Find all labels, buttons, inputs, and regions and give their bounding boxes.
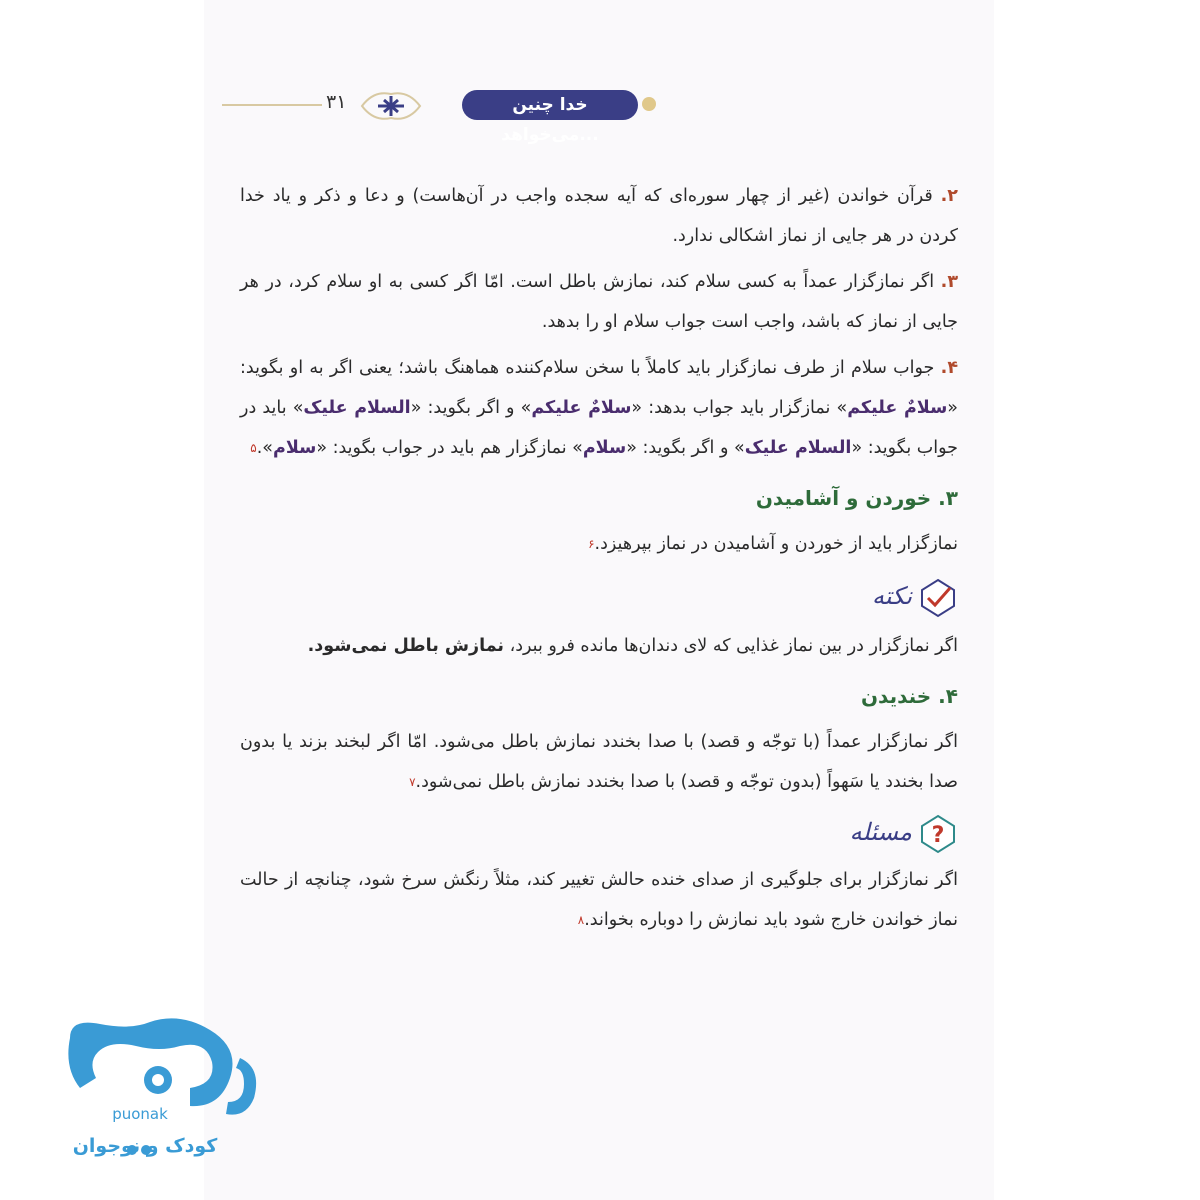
page-header — [222, 86, 982, 145]
list-item — [240, 176, 958, 256]
item-number: ۴. — [940, 358, 958, 378]
footnote-marker: ۵ — [250, 441, 257, 455]
issue-text: اگر نمازگزار برای جلوگیری از صدای خنده حالش تغییر کند، مثلاً رنگش سرخ شود، چنانچه از حالت نماز خواندن خارج شود باید نمازش را دوباره بخواند. — [240, 870, 958, 930]
ornament-icon — [354, 86, 428, 126]
note-paragraph — [240, 626, 958, 666]
item-text: » نمازگزار باید جواب بدهد: « — [631, 398, 848, 418]
item-number: ۳. — [940, 272, 958, 292]
list-item — [240, 262, 958, 342]
page-number: ۳۱ — [326, 91, 347, 113]
footnote-marker: ۶ — [588, 537, 595, 551]
running-title: خدا چنین می‌خواهد... — [462, 90, 638, 120]
page-content — [240, 176, 958, 946]
note-bold-text: نمازش باطل نمی‌شود. — [307, 636, 505, 656]
section-heading: ۴. خندیدن — [860, 684, 958, 708]
item-text: قرآن خواندن (غیر از چهار سوره‌ای که آیه سجده واجب در آن‌هاست) و دعا و ذکر و یاد خدا کردن در هر جایی از نماز اشکالی ندارد. — [240, 186, 958, 246]
header-dot — [642, 97, 656, 111]
header-rule — [222, 104, 322, 106]
item-text: » و اگر بگوید: « — [626, 438, 745, 458]
item-text: » باید در جواب بگوید: « — [240, 398, 958, 458]
question-icon — [918, 814, 958, 854]
puonak-logo-icon — [40, 1018, 270, 1188]
item-number: ۲. — [940, 186, 958, 206]
footnote-marker: ۸ — [577, 913, 585, 927]
item-text: » و اگر بگوید: « — [410, 398, 532, 418]
paragraph — [240, 722, 958, 802]
keyword: السلام علیک — [303, 398, 411, 418]
item-text: ». — [256, 438, 273, 458]
note-text: اگر نمازگزار در بین نماز غذایی که لای دندان‌ها مانده فرو ببرد، — [504, 636, 958, 656]
note-label: نکته — [871, 582, 912, 610]
keyword: السلام علیک — [744, 438, 852, 458]
issue-label: مسئله — [849, 818, 912, 846]
issue-badge — [240, 808, 958, 860]
paragraph-text: اگر نمازگزار عمداً (با توجّه و قصد) با صدا بخندد نمازش باطل می‌شود. امّا اگر لبخند بزند یا بدون صدا بخندد یا سَهواً (بدون توجّه و قصد) با صدا بخندد نمازش باطل نمی‌شود. — [240, 732, 958, 792]
paragraph — [240, 524, 958, 564]
logo-persian: کودک و نوجوان — [72, 1135, 218, 1157]
keyword: سلام — [582, 438, 627, 458]
list-item — [240, 348, 958, 468]
logo-latin: puonak — [112, 1105, 168, 1123]
item-text: جواب سلام از طرف نمازگزار باید کاملاً با سخن سلام‌کننده هماهنگ باشد؛ یعنی اگر به او بگوید: « — [240, 358, 958, 418]
note-badge — [240, 570, 958, 626]
keyword: سلام — [273, 438, 317, 458]
section-heading: ۳. خوردن و آشامیدن — [755, 486, 958, 510]
issue-paragraph — [240, 860, 958, 940]
keyword: سلامٌ علیکم — [531, 398, 632, 418]
svg-text:?: ? — [931, 823, 945, 848]
footnote-marker: ۷ — [409, 775, 416, 789]
item-text: اگر نمازگزار عمداً به کسی سلام کند، نمازش باطل است. امّا اگر کسی به او سلام کرد، در هر جایی از نماز که باشد، واجب است جواب سلام او را بدهد. — [240, 272, 958, 332]
item-text: » نمازگزار هم باید در جواب بگوید: « — [316, 438, 583, 458]
paragraph-text: نمازگزار باید از خوردن و آشامیدن در نماز بپرهیزد. — [594, 534, 958, 554]
checkmark-icon — [918, 578, 958, 618]
keyword: سلامٌ علیکم — [847, 398, 948, 418]
